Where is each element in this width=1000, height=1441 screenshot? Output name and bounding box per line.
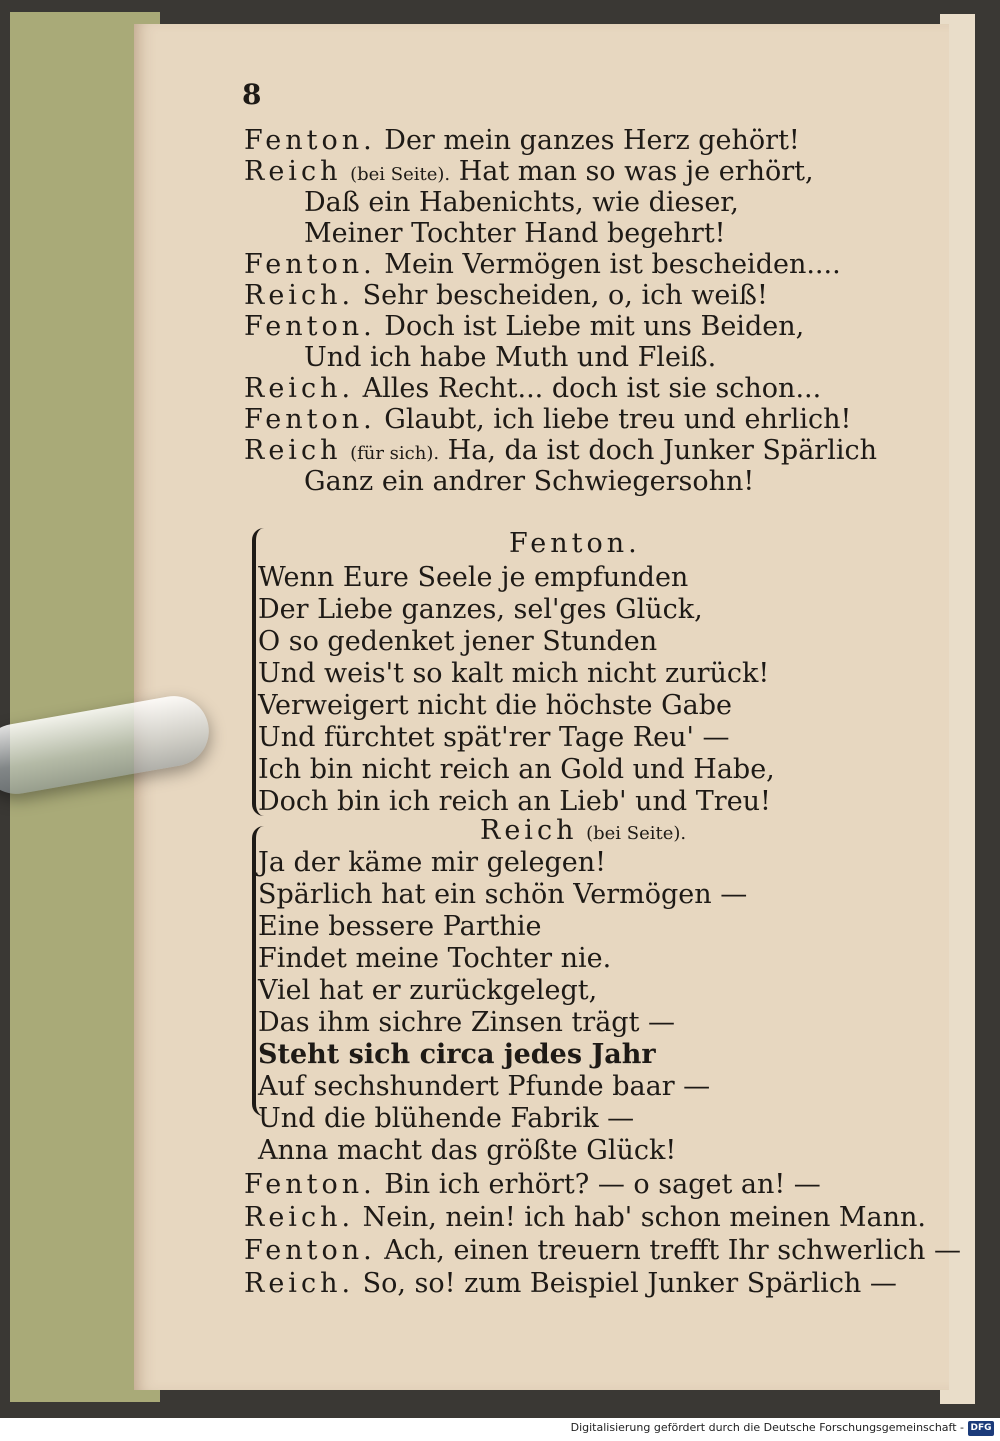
line-text: Ganz ein andrer Schwiegersohn! bbox=[304, 466, 755, 497]
reich-verse-brace bbox=[252, 826, 274, 1116]
dialogue-line bbox=[244, 312, 804, 342]
speaker-name: Fenton. bbox=[244, 1235, 376, 1266]
page-number: 8 bbox=[242, 78, 262, 111]
stage-direction: (für sich). bbox=[350, 443, 440, 464]
verse-line: Und fürchtet spät'rer Tage Reu' — bbox=[258, 722, 730, 753]
speaker-name: Fenton. bbox=[244, 311, 376, 342]
speaker-name: Fenton. bbox=[244, 1169, 376, 1200]
line-text: So, so! zum Beispiel Junker Spärlich — bbox=[362, 1268, 897, 1299]
dialogue-line bbox=[304, 219, 726, 249]
dialogue-line bbox=[244, 405, 851, 435]
verse-line: Und weis't so kalt mich nicht zurück! bbox=[258, 658, 770, 689]
speaker-name: Fenton. bbox=[244, 249, 376, 280]
verse-line: Wenn Eure Seele je empfunden bbox=[258, 562, 689, 593]
verse-line: Anna macht das größte Glück! bbox=[258, 1135, 677, 1166]
line-text: Daß ein Habenichts, wie dieser, bbox=[304, 187, 739, 218]
stage-direction: (bei Seite). bbox=[350, 164, 451, 185]
fenton-verse-brace bbox=[252, 528, 274, 816]
verse-line: Ich bin nicht reich an Gold und Habe, bbox=[258, 754, 775, 785]
verse-line: Das ihm sichre Zinsen trägt — bbox=[258, 1007, 676, 1038]
verse-line: Doch bin ich reich an Lieb' und Treu! bbox=[258, 786, 771, 817]
speaker-name: Reich bbox=[244, 435, 342, 466]
speaker-name: Reich. bbox=[244, 1268, 355, 1299]
verse-line: Viel hat er zurückgelegt, bbox=[258, 975, 598, 1006]
verse-line: Findet meine Tochter nie. bbox=[258, 943, 612, 974]
line-text: Sehr bescheiden, o, ich weiß! bbox=[362, 280, 768, 311]
speaker-name: Reich. bbox=[244, 1202, 355, 1233]
dialogue-line bbox=[244, 374, 821, 404]
verse-line: Und die blühende Fabrik — bbox=[258, 1103, 635, 1134]
dialogue-line bbox=[244, 1236, 961, 1266]
dialogue-line bbox=[244, 126, 800, 156]
speaker-name: Reich. bbox=[244, 280, 355, 311]
speaker-name: Reich bbox=[244, 156, 342, 187]
line-text: Und ich habe Muth und Fleiß. bbox=[304, 342, 717, 373]
dialogue-line bbox=[304, 467, 754, 497]
verse-line: Verweigert nicht die höchste Gabe bbox=[258, 690, 733, 721]
line-text: Meiner Tochter Hand begehrt! bbox=[304, 218, 726, 249]
dialogue-line bbox=[244, 1203, 926, 1233]
line-text: Hat man so was je erhört, bbox=[458, 156, 814, 187]
dialogue-line bbox=[304, 188, 739, 218]
stage-direction: (bei Seite). bbox=[586, 823, 687, 844]
reich-heading bbox=[480, 816, 686, 849]
verse-line: O so gedenket jener Stunden bbox=[258, 626, 658, 657]
speaker-name: Fenton. bbox=[244, 125, 376, 156]
dialogue-line bbox=[244, 281, 768, 311]
fenton-heading: Fenton. bbox=[509, 528, 641, 559]
line-text: Der mein ganzes Herz gehört! bbox=[384, 125, 800, 156]
verse-line: Eine bessere Parthie bbox=[258, 911, 542, 942]
line-text: Doch ist Liebe mit uns Beiden, bbox=[384, 311, 805, 342]
dialogue-line bbox=[244, 157, 814, 190]
dialogue-line bbox=[244, 1269, 897, 1299]
line-text: Bin ich erhört? — o saget an! — bbox=[384, 1169, 821, 1200]
verse-line: Spärlich hat ein schön Vermögen — bbox=[258, 879, 748, 910]
line-text: Mein Vermögen ist bescheiden.... bbox=[384, 249, 841, 280]
verse-line: Steht sich circa jedes Jahr bbox=[258, 1039, 656, 1070]
dfg-logo-icon: DFG bbox=[968, 1421, 994, 1436]
dialogue-line bbox=[244, 250, 841, 280]
line-text: Alles Recht... doch ist sie schon... bbox=[362, 373, 822, 404]
speaker-name: Fenton. bbox=[244, 404, 376, 435]
verse-line: Der Liebe ganzes, sel'ges Glück, bbox=[258, 594, 703, 625]
verse-line: Auf sechshundert Pfunde baar — bbox=[258, 1071, 711, 1102]
speaker-name: Reich. bbox=[244, 373, 355, 404]
verse-line: Ja der käme mir gelegen! bbox=[258, 847, 606, 878]
dialogue-line bbox=[244, 436, 877, 469]
speaker-name: Reich bbox=[480, 815, 578, 846]
funding-credit: Digitalisierung gefördert durch die Deutsche Forschungsgemeinschaft - bbox=[570, 1421, 964, 1434]
line-text: Ach, einen treuern trefft Ihr schwerlich — bbox=[384, 1235, 962, 1266]
dialogue-line bbox=[244, 1170, 821, 1200]
line-text: Glaubt, ich liebe treu und ehrlich! bbox=[384, 404, 852, 435]
dialogue-line bbox=[304, 343, 716, 373]
footer-bar bbox=[0, 1418, 1000, 1441]
line-text: Nein, nein! ich hab' schon meinen Mann. bbox=[362, 1202, 927, 1233]
line-text: Ha, da ist doch Junker Spärlich bbox=[447, 435, 877, 466]
